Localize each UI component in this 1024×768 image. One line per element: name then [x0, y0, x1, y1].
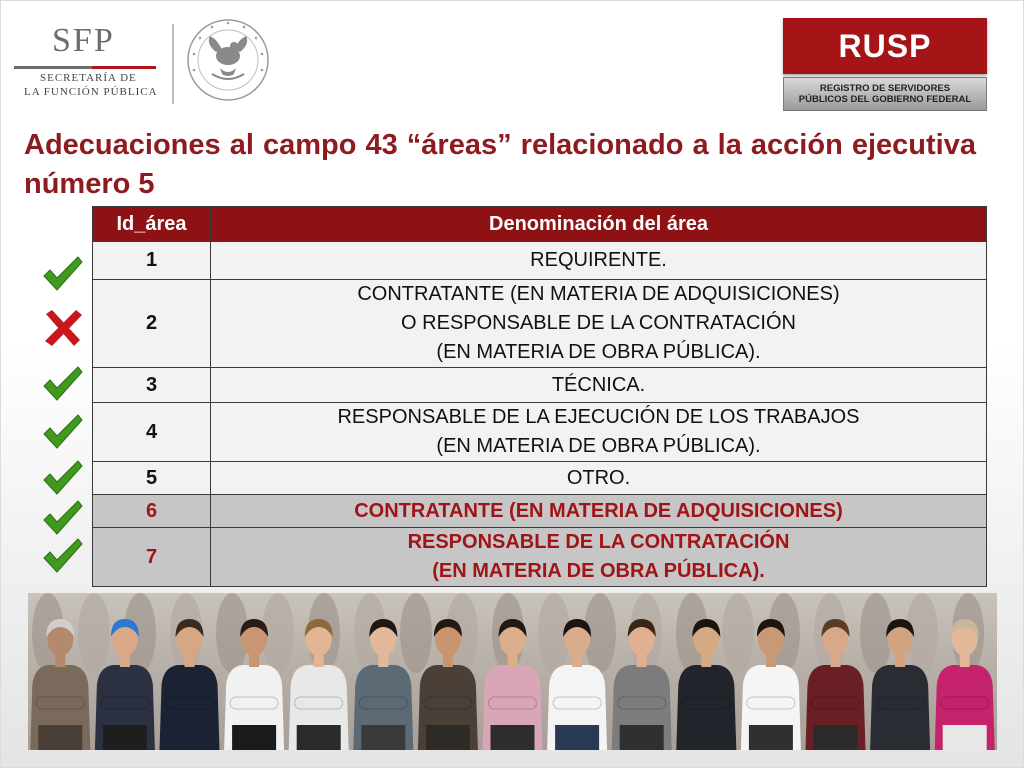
table-row	[93, 495, 987, 528]
table-row	[93, 403, 987, 462]
area-denomination-cell	[211, 280, 987, 368]
sfp-logo-wordmark: SFP	[52, 22, 115, 59]
area-denomination-line: REQUIRENTE.	[530, 249, 667, 271]
area-id-cell: 7	[93, 528, 211, 587]
table-row	[93, 368, 987, 403]
page-title: Adecuaciones al campo 43 “áreas” relacionado a la acción ejecutiva número 5	[24, 129, 976, 200]
checkmark-icon	[40, 254, 84, 294]
person-figure	[483, 619, 543, 750]
checkmark-icon	[40, 536, 84, 576]
area-denomination-cell	[211, 403, 987, 462]
cross-icon	[40, 308, 84, 348]
area-denomination-cell	[211, 368, 987, 403]
areas-table	[92, 206, 987, 587]
sfp-logo-subtitle-1: SECRETARÍA DE	[40, 72, 137, 84]
area-denomination-line: TÉCNICA.	[551, 373, 646, 396]
area-id-cell: 4	[93, 403, 211, 462]
table-row	[93, 280, 987, 368]
person-figure	[935, 619, 995, 750]
area-id-cell: 5	[93, 462, 211, 495]
checkmark-icon	[40, 458, 84, 498]
table-body	[93, 242, 987, 587]
column-header-id: Id_área	[93, 207, 211, 242]
area-denomination-line: (EN MATERIA DE OBRA PÚBLICA).	[432, 560, 765, 582]
area-denomination-cell	[211, 242, 987, 280]
people-illustration	[28, 593, 997, 750]
rusp-badge-title: RUSP	[838, 27, 932, 64]
background-crowd-shape	[722, 593, 754, 673]
area-id-cell: 2	[93, 280, 211, 368]
rusp-badge-subtitle	[783, 77, 987, 111]
table-row	[93, 462, 987, 495]
area-denomination-cell	[211, 495, 987, 528]
table-header-row	[93, 207, 987, 242]
area-denomination-line: O RESPONSABLE DE LA CONTRATACIÓN	[401, 312, 796, 334]
checkmark-icon	[40, 498, 84, 538]
checkmark-icon	[40, 364, 84, 404]
column-header-denomination: Denominación del área	[211, 207, 987, 242]
area-denomination-line: OTRO.	[566, 466, 631, 489]
area-id-cell: 1	[93, 242, 211, 280]
area-denomination-line: CONTRATANTE (EN MATERIA DE ADQUISICIONES)	[357, 283, 840, 305]
area-id-cell: 3	[93, 368, 211, 403]
area-denomination-line: (EN MATERIA DE OBRA PÚBLICA).	[436, 435, 761, 457]
group-of-professionals-photo	[28, 593, 997, 750]
mexican-coat-of-arms-seal-icon	[186, 18, 270, 102]
rusp-badge-subtitle-line-2: PÚBLICOS DEL GOBIERNO FEDERAL	[798, 94, 972, 105]
person-figure	[612, 619, 672, 750]
table-row	[93, 242, 987, 280]
area-denomination-line: RESPONSABLE DE LA EJECUCIÓN DE LOS TRABAJOS	[337, 406, 860, 428]
logo-divider	[172, 24, 174, 104]
rusp-badge	[783, 18, 987, 74]
checkmark-icon	[40, 412, 84, 452]
area-denomination-cell	[211, 462, 987, 495]
area-denomination-line: RESPONSABLE DE LA CONTRATACIÓN	[407, 531, 790, 553]
person-figure	[160, 619, 220, 750]
sfp-logo-rule	[14, 66, 156, 69]
area-denomination-cell	[211, 528, 987, 587]
table-row	[93, 528, 987, 587]
area-denomination-line: CONTRATANTE (EN MATERIA DE ADQUISICIONES)	[354, 499, 843, 522]
sfp-logo-subtitle-2: LA FUNCIÓN PÚBLICA	[24, 86, 158, 98]
rusp-badge-subtitle-line-1: REGISTRO DE SERVIDORES	[819, 83, 951, 94]
area-id-cell: 6	[93, 495, 211, 528]
area-denomination-line: (EN MATERIA DE OBRA PÚBLICA).	[436, 341, 761, 363]
sfp-logo	[14, 22, 164, 104]
background-crowd-shape	[78, 593, 110, 673]
background-crowd-shape	[400, 593, 432, 673]
